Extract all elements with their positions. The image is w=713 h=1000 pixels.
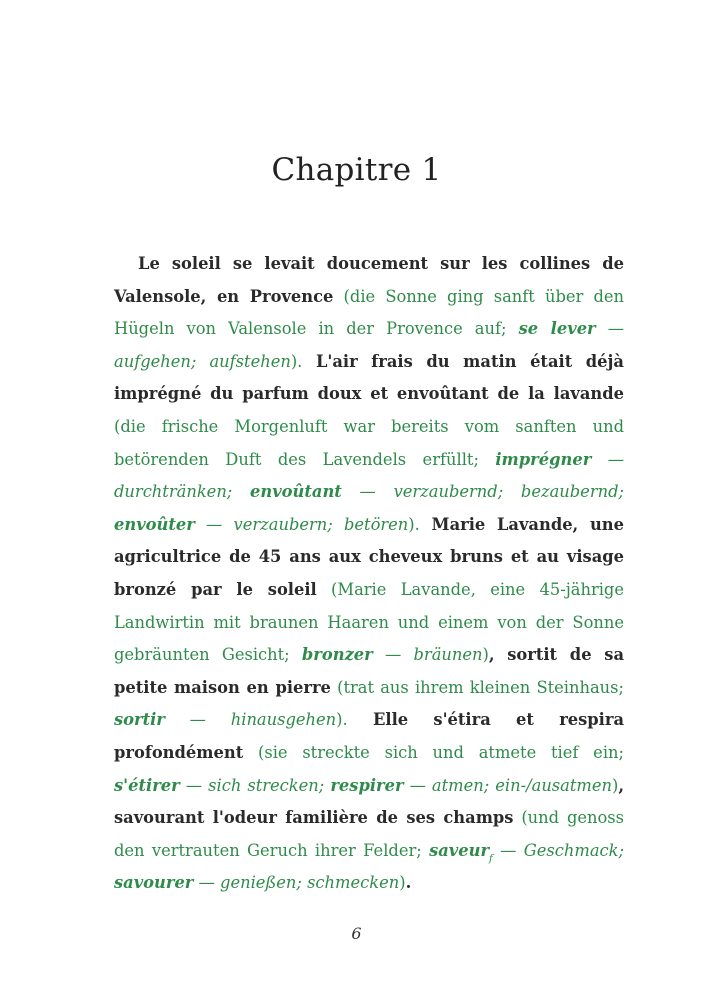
chapter-paragraph [114,248,624,900]
vocab-translation: — bräunen [372,645,483,665]
translation-text: (und genoss den vertrauten Geruch ihrer Felder; [114,808,624,860]
gender-marker: f [489,853,493,865]
paren-close: ). [290,351,303,371]
translation-text: (trat aus ihrem kleinen Steinhaus; [330,677,625,697]
translation-text: (die Sonne ging sanft über den Hügeln von Valensole in der Provence auf; [114,286,624,339]
paren-close: ). [336,710,348,730]
vocab-translation: — verzaubern; betören [194,514,409,534]
translation-text: (Marie Lavande, eine 45-jährige Landwirtin mit braunen Haaren und einem von der Sonne gebräunten Gesicht; [114,579,624,665]
vocab-translation: — sich strecken; [179,775,331,795]
paren-close: ) [399,873,406,893]
vocab-keyword: saveur [429,840,490,860]
french-text: Marie Lavande, une agricultrice de 45 ans aux cheveux bruns et au visage bronzé par le soleil [114,514,624,599]
paren-close: ). [408,514,420,534]
vocab-translation: — hinausgehen [164,710,337,730]
vocab-translation: — genießen; schmecken [193,873,400,893]
vocab-keyword: imprégner [495,449,592,469]
vocab-keyword: bronzer [301,645,373,665]
vocab-keyword: se lever [518,319,596,339]
chapter-title: Chapitre 1 [271,152,442,188]
vocab-translation: — verzaubernd; bezaubernd; [341,482,624,502]
translation-text: (die frische Morgenluft war bereits vom sanften und betörenden Duft des Lavendels erfüllt; [114,416,624,469]
french-text: Le soleil se levait doucement sur les collines de Valensole, en Provence [114,254,624,306]
vocab-keyword: respirer [330,775,404,795]
page-number: 6 [351,924,362,943]
french-text: , sortit de sa petite maison en pierre [114,645,624,697]
french-text: , savourant l'odeur familière de ses champs [114,775,624,828]
paren-close: ) [611,775,619,795]
vocab-translation: — aufgehen; aufstehen [114,319,624,371]
vocab-keyword: s'étirer [114,775,180,795]
vocab-translation: — atmen; ein-/ausatmen [403,775,612,795]
vocab-keyword: envoûtant [250,482,342,502]
vocab-translation: — durchtränken; [114,449,624,502]
french-text: Elle s'étira et respira profondément [114,710,624,762]
french-text: L'air frais du matin était déjà imprégné du parfum doux et envoûtant de la lavande [114,351,624,404]
vocab-translation: — Geschmack; [492,840,624,860]
vocab-keyword: savourer [114,873,194,893]
final-period: . [405,873,412,893]
vocab-keyword: sortir [114,710,165,730]
translation-text: (sie streckte sich und atmete tief ein; [243,742,624,762]
vocab-keyword: envoûter [114,514,195,534]
paren-close: ) [482,645,489,665]
